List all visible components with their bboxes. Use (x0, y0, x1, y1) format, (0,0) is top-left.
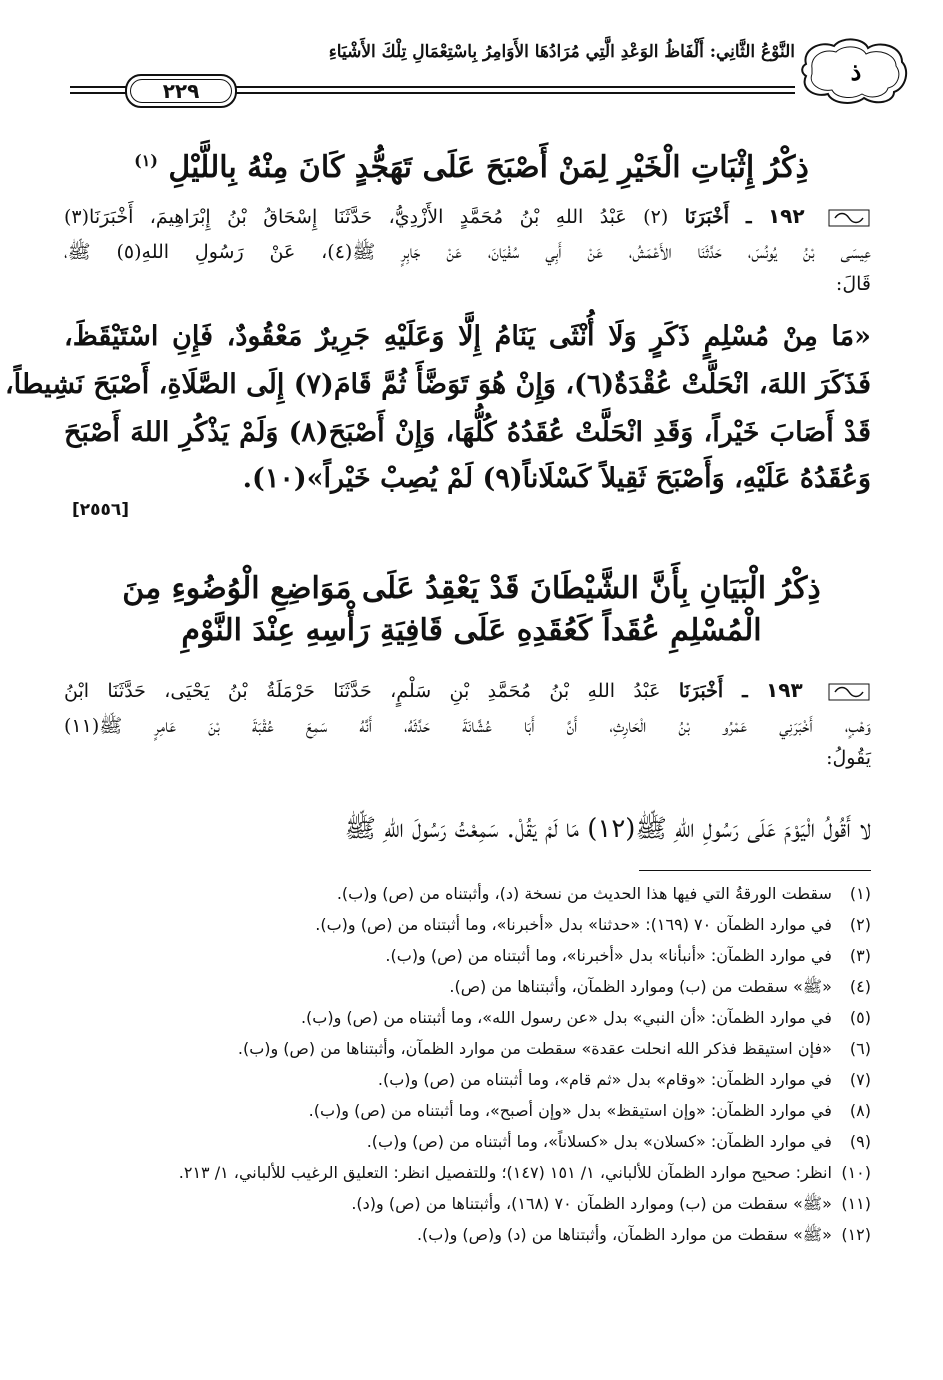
hadith-192-line-2: عِيسَى بْنُ يُونُسَ، حَدَّثَنَا الأَعْمَشُ، عَنْ أَبِي سُفْيَانَ، عَنْ جَابِرٍ ﷺ(٤)، عَنْ رَسُولِ اللهِ(٥) ﷺ، (64, 241, 872, 263)
footnote-separator (639, 870, 871, 871)
footnote-number: (٦) (849, 1039, 871, 1058)
footnote-number: (٢) (849, 915, 871, 934)
hadith-number: ١٩٢ (767, 204, 805, 228)
footnote-text: في موارد الظمآن ٧٠ (١٦٩): «حدثنا» بدل «أخبرنا»، وما أثبتناه من (ص) و(ب). (315, 915, 832, 934)
footnote-item (62, 1037, 871, 1060)
footnote-item (62, 1006, 871, 1029)
footnote-number: (١٢) (841, 1225, 871, 1244)
footnote-number: (١) (849, 884, 871, 903)
hadith-193-line-3: يَقُولُ: (826, 747, 871, 769)
page-number: ٢٢٩ (125, 74, 237, 108)
footnote-item (62, 913, 871, 936)
footnote-number: (١٠) (841, 1163, 871, 1182)
footnote-text: في موارد الظمآن: «أن النبي» بدل «عن رسول الله»، وما أثبتناه من (ص) و(ب). (300, 1008, 832, 1027)
chapter-heading: ذِكْرُ الْبَيَانِ بِأَنَّ الشَّيْطَانَ قَدْ يَعْقِدُ عَلَى مَوَاضِعِ الْوُضُوءِ مِنَ (122, 571, 821, 606)
chapter-heading: الْمُسْلِمِ عُقَداً كَعُقَدِهِ عَلَى قَافِيَةِ رَأْسِهِ عِنْدَ النَّوْمِ (181, 613, 762, 648)
footnote-text: سقطت الورقةُ التي فيها هذا الحديث من نسخة (د)، وأثبتناه من (ص) و(ب). (336, 884, 832, 903)
footnote-text: في موارد الظمآن: «كسلان» بدل «كسلاناً»، وما أثبتناه من (ص) و(ب). (366, 1132, 832, 1151)
footnote-number: (٩) (849, 1132, 871, 1151)
chapter-heading (60, 138, 883, 191)
footnote-text: في موارد الظمآن: «أنبأنا» بدل «أخبرنا»، وما أثبتناه من (ص) و(ب). (385, 946, 832, 965)
footnote-item (62, 1130, 871, 1153)
heading-text: ذِكْرُ إِثْبَاتِ الْخَيْرِ لِمَنْ أَصْبَحَ عَلَى تَهَجُّدٍ كَانَ مِنْهُ بِاللَّيْلِ (168, 150, 809, 185)
akhbarana-label: ـ أَخْبَرَنَا (678, 680, 748, 702)
footnote-item (62, 1223, 871, 1246)
footnote-number: (٤) (849, 977, 871, 996)
footnote-text: في موارد الظمآن: «وإن استيقظ» بدل «وإن أصبح»، وما أثبتناه من (ص) و(ب). (308, 1101, 832, 1120)
hadith-marker-icon (827, 682, 871, 702)
svg-text:ذ: ذ (850, 57, 862, 86)
footnote-text: «فإن استيقظ فذكر الله انحلت عقدة» سقطت من موارد الظمآن، وأثبتناها من (ص) و(ب). (237, 1039, 832, 1058)
isnad-text: عَبْدُ اللهِ بْنُ مُحَمَّدِ بْنِ سَلْمٍ، حَدَّثَنَا حَرْمَلَةُ بْنُ يَحْيَى، حَدَّثَنَا ابْنُ (64, 680, 661, 702)
footnote-item (62, 1099, 871, 1122)
section-badge-icon (798, 36, 910, 106)
hadith-192-line-1 (64, 202, 871, 231)
footnote-number: (٣) (849, 946, 871, 965)
isnad-text: (٢) عَبْدُ اللهِ بْنُ مُحَمَّدٍ الأَزْدِيُّ، حَدَّثَنَا إِسْحَاقُ بْنُ إِبْرَاهِيمَ، أَخْبَرَنَا(٣) (64, 206, 669, 228)
hadith-193-line-1 (64, 676, 871, 705)
footnote-item (62, 1068, 871, 1091)
footnote-item (62, 1161, 871, 1184)
footnote-number: (١١) (841, 1194, 871, 1213)
footnote-text: في موارد الظمآن: «وقام» بدل «ثم قام»، وما أثبتناه من (ص) و(ب). (377, 1070, 832, 1089)
footnote-text: انظر: صحيح موارد الظمآن للألباني، ١/ ١٥١ (١٤٧)؛ وللتفصيل انظر: التعليق الرغيب للألباني، ١/ ٢١٣. (178, 1163, 832, 1182)
footnote-number: (٨) (849, 1101, 871, 1120)
footnote-text: «ﷺ» سقطت من (ب) وموارد الظمآن، وأثبتناها من (ص). (449, 977, 832, 996)
hadith-193-line-2: وَهْبٍ، أَخْبَرَنِي عَمْرُو بْنُ الْحَارِثِ، أَنَّ أَبَا عُشَّانَةَ حَدَّثَهُ، أَنَّهُ سَمِعَ عُقْبَةَ بْنَ عَامِرٍ ﷺ(١١) (64, 715, 871, 737)
matn-line: فَذَكَرَ اللهَ، انْحَلَّتْ عُقْدَةٌ(٦)، وَإِنْ هُوَ تَوَضَّأَ ثُمَّ قَامَ(٧) إِلَى الصَّلَاةِ، أَصْبَحَ نَشِيطاً، (4, 369, 871, 400)
matn-line: وَعُقَدُهُ عَلَيْهِ، وَأَصْبَحَ ثَقِيلاً كَسْلَاناً(٩) لَمْ يُصِبْ خَيْراً»(١٠). (242, 463, 871, 494)
footnote-ref: (١) (134, 151, 158, 170)
footnotes (62, 882, 871, 1254)
hadith-marker-icon (827, 208, 871, 228)
hadith-number: ١٩٣ (766, 678, 803, 702)
page-header (70, 36, 910, 108)
footnote-item (62, 882, 871, 905)
footnote-number: (٧) (849, 1070, 871, 1089)
hadith-reference: [٢٥٥٦] (72, 500, 130, 520)
footnote-text: «ﷺ» سقطت من موارد الظمآن، وأثبتناها من (د) و(ص) و(ب). (416, 1225, 832, 1244)
footnote-item (62, 1192, 871, 1215)
akhbarana-label: ـ أَخْبَرَنَا (684, 206, 752, 228)
footnote-item (62, 944, 871, 967)
footnote-text: «ﷺ» سقطت من (ب) وموارد الظمآن ٧٠ (١٦٨)، وأثبتناها من (ص) و(د). (351, 1194, 832, 1213)
hadith-192-line-3: قَالَ: (835, 273, 871, 295)
footnote-number: (٥) (849, 1008, 871, 1027)
footnote-item (62, 975, 871, 998)
matn-line: لا أَقُولُ الْيَوْمَ عَلَى رَسُولِ اللهِ ﷺ(١٢) مَا لَمْ يَقُلْ. سَمِعْتُ رَسُولَ اللهِ ﷺ (344, 814, 871, 844)
matn-line: قَدْ أَصَابَ خَيْراً، وَقَدِ انْحَلَّتْ عُقَدُهُ كُلُّهَا، وَإِنْ أَصْبَحَ(٨) وَلَمْ يَذْكُرِ اللهَ أَصْبَحَ (64, 417, 871, 448)
matn-line: «مَا مِنْ مُسْلِمٍ ذَكَرٍ وَلَا أُنْثَى يَنَامُ إِلَّا وَعَلَيْهِ جَرِيرٌ مَعْقُودٌ، فَإِنِ اسْتَيْقَظَ، (64, 321, 871, 352)
running-title: النَّوْعُ الثَّانِي: أَلْفَاظُ الوَعْدِ الَّتِي مُرَادُهَا الأَوَامِرُ بِاسْتِعْمَالِ تِلْكَ الأَشْيَاءِ (328, 42, 795, 62)
